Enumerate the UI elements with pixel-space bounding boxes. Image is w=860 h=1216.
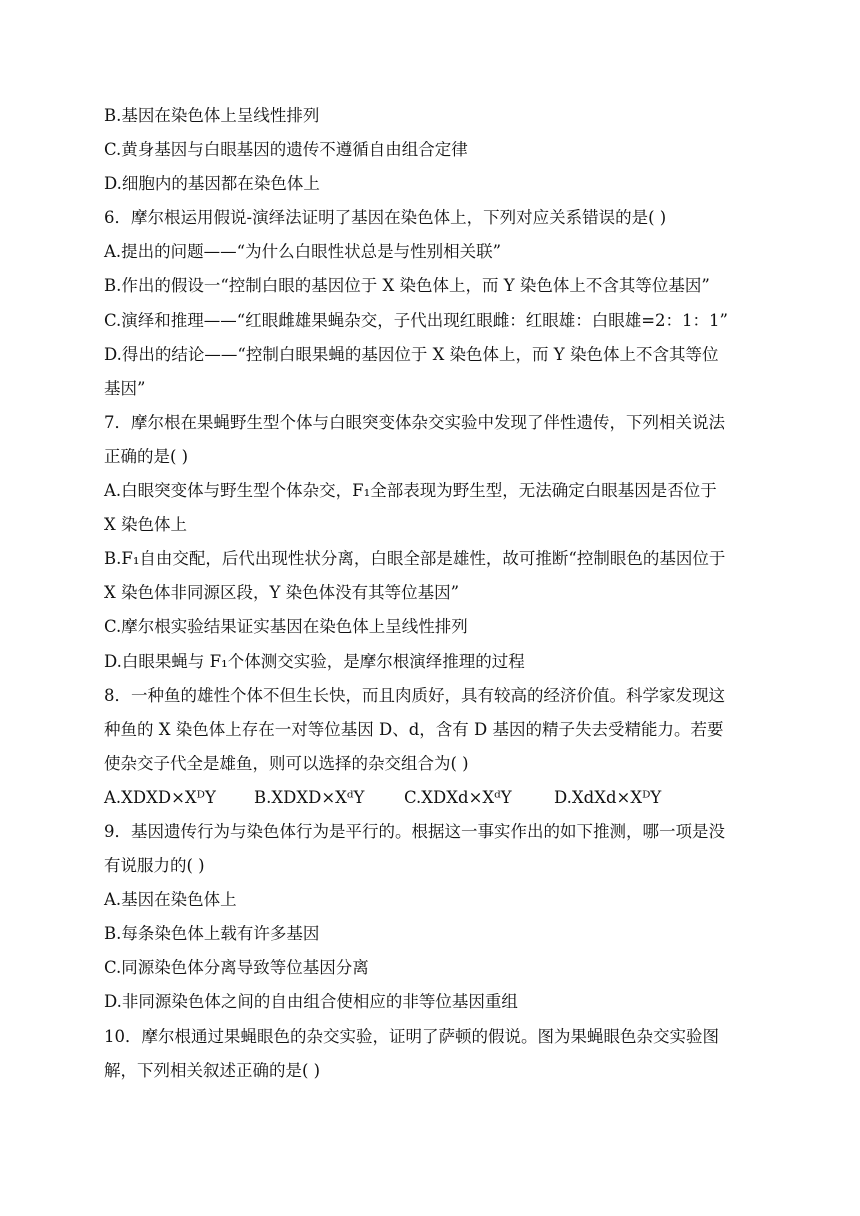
question-10-stem: 10．摩尔根通过果蝇眼色的杂交实验，证明了萨顿的假说。图为果蝇眼色杂交实验图	[104, 1026, 719, 1046]
text-line: 正确的是( )	[104, 446, 189, 466]
question-9-stem: 9．基因遗传行为与染色体行为是平行的。根据这一事实作出的如下推测，哪一项是没	[104, 821, 725, 841]
text-line: C.同源染色体分离导致等位基因分离	[104, 958, 369, 978]
text-line: D.得出的结论——“控制白眼果蝇的基因位于 X 染色体上，而 Y 染色体上不含其等位	[104, 344, 719, 364]
text-line: A.基因在染色体上	[104, 890, 237, 910]
text-line: B.每条染色体上载有许多基因	[104, 924, 320, 944]
text-line: X 染色体上	[104, 515, 187, 535]
text-line: A.提出的问题——“为什么白眼性状总是与性别相关联”	[104, 242, 502, 262]
text-line: C.摩尔根实验结果证实基因在染色体上呈线性排列	[104, 617, 468, 637]
text-line: 基因”	[104, 378, 146, 398]
question-8-stem: 8．一种鱼的雄性个体不但生长快，而且肉质好，具有较高的经济价值。科学家发现这	[104, 685, 725, 705]
text-line: 种鱼的 X 染色体上存在一对等位基因 D、d，含有 D 基因的精子失去受精能力。若要	[104, 719, 724, 739]
option-c: C.XDXd×XᵈY	[404, 787, 512, 807]
text-line: C.黄身基因与白眼基因的遗传不遵循自由组合定律	[104, 140, 468, 160]
option-d: D.XdXd×XᴰY	[554, 787, 662, 807]
text-line: X 染色体非同源区段，Y 染色体没有其等位基因”	[104, 583, 460, 603]
question-6-stem: 6．摩尔根运用假说-演绎法证明了基因在染色体上，下列对应关系错误的是( )	[104, 208, 667, 228]
text-line: B.基因在染色体上呈线性排列	[104, 106, 320, 125]
text-line: B.作出的假设一“控制白眼的基因位于 X 染色体上，而 Y 染色体上不含其等位基因”	[104, 276, 710, 296]
document-page	[104, 99, 764, 1088]
text-line: B.F₁自由交配，后代出现性状分离，白眼全部是雄性，故可推断“控制眼色的基因位于	[104, 549, 726, 569]
text-line: 有说服力的( )	[104, 856, 205, 876]
text-line: D.非同源染色体之间的自由组合使相应的非等位基因重组	[104, 992, 518, 1012]
text-line: 使杂交子代全是雄鱼，则可以选择的杂交组合为( )	[104, 753, 469, 773]
option-b: B.XDXD×XᵈY	[254, 787, 365, 807]
question-7-stem: 7．摩尔根在果蝇野生型个体与白眼突变体杂交实验中发现了伴性遗传，下列相关说法	[104, 412, 725, 432]
text-line: 解，下列相关叙述正确的是( )	[104, 1060, 321, 1080]
text-line: D.白眼果蝇与 F₁个体测交实验，是摩尔根演绎推理的过程	[104, 651, 525, 671]
text-line: C.演绎和推理——“红眼雌雄果蝇杂交，子代出现红眼雌：红眼雄：白眼雄=2：1：1”	[104, 310, 728, 330]
text-line: A.白眼突变体与野生型个体杂交，F₁全部表现为野生型，无法确定白眼基因是否位于	[104, 481, 717, 501]
text-line: D.细胞内的基因都在染色体上	[104, 174, 320, 194]
question-8-options	[104, 781, 764, 815]
option-a: A.XDXD×XᴰY	[104, 787, 216, 807]
